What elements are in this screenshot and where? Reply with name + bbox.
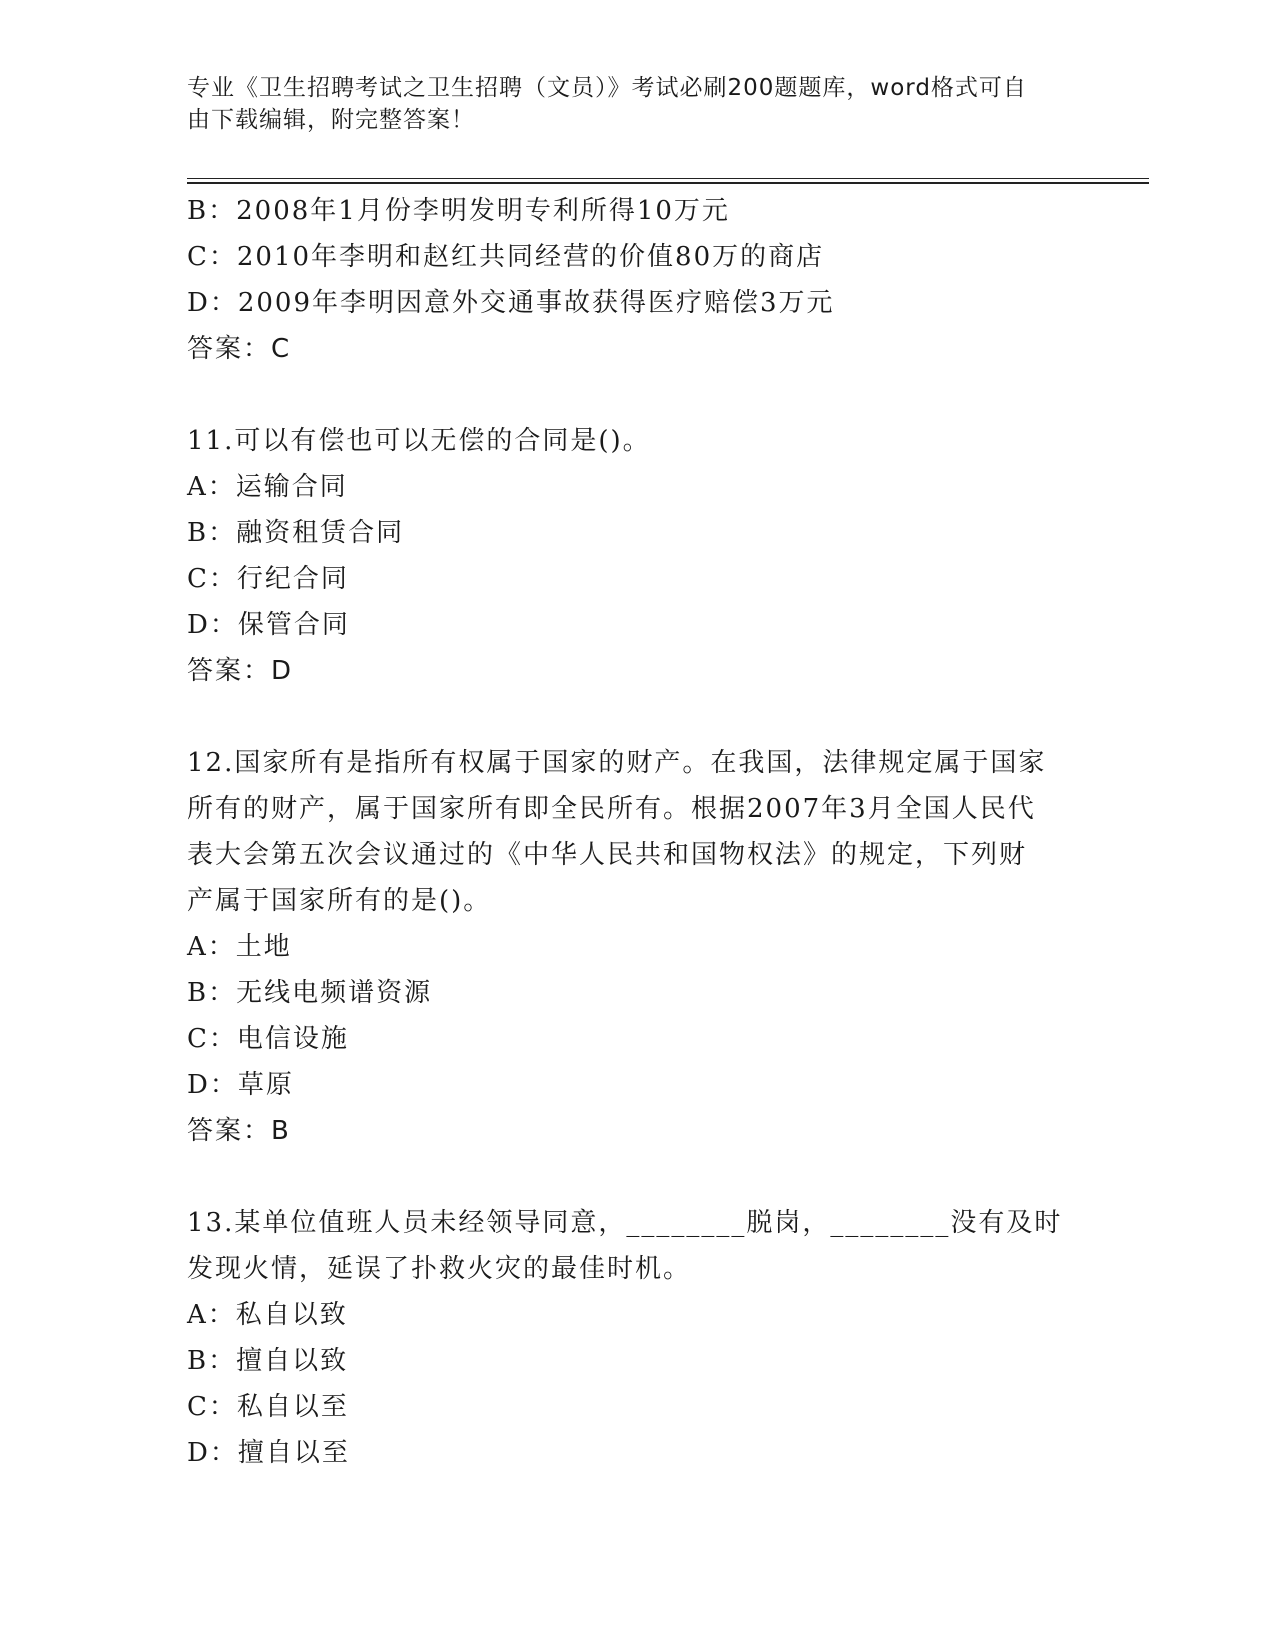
question-10-tail xyxy=(187,188,1067,372)
header-divider-thick xyxy=(187,182,1149,184)
question-stem-line-2: 所有的财产，属于国家所有即全民所有。根据2007年3月全国人民代 xyxy=(187,794,1036,824)
document-body xyxy=(187,188,1067,1476)
option-a: A：私自以致 xyxy=(187,1300,348,1330)
option-a: A：运输合同 xyxy=(187,472,348,502)
option-c: C：2010年李明和赵红共同经营的价值80万的商店 xyxy=(187,242,825,272)
question-12 xyxy=(187,740,1067,1154)
answer-label: 答案：B xyxy=(187,1116,291,1146)
option-b: B：擅自以致 xyxy=(187,1346,349,1376)
question-stem-line-3: 表大会第五次会议通过的《中华人民共和国物权法》的规定，下列财 xyxy=(187,840,1028,870)
option-d: D：2009年李明因意外交通事故获得医疗赔偿3万元 xyxy=(187,288,835,318)
option-d: D：保管合同 xyxy=(187,610,350,640)
question-stem-line-4: 产属于国家所有的是()。 xyxy=(187,886,492,916)
option-c: C：电信设施 xyxy=(187,1024,349,1054)
document-header xyxy=(187,72,1067,136)
question-11 xyxy=(187,418,1067,694)
header-line-1: 专业《卫生招聘考试之卫生招聘（文员）》考试必刷200题题库，word格式可自 xyxy=(187,75,1027,101)
header-line-2: 由下载编辑，附完整答案！ xyxy=(187,107,475,133)
option-b: B：无线电频谱资源 xyxy=(187,978,433,1008)
option-d: D：擅自以至 xyxy=(187,1438,350,1468)
option-b: B：融资租赁合同 xyxy=(187,518,405,548)
option-d: D：草原 xyxy=(187,1070,294,1100)
question-stem-line-2: 发现火情，延误了扑救火灾的最佳时机。 xyxy=(187,1254,692,1284)
answer-label: 答案：D xyxy=(187,656,294,686)
option-c: C：私自以至 xyxy=(187,1392,349,1422)
question-stem-line-1: 13.某单位值班人员未经领导同意，________脱岗，________没有及时 xyxy=(187,1208,1063,1238)
option-a: A：土地 xyxy=(187,932,292,962)
option-c: C：行纪合同 xyxy=(187,564,349,594)
spacer xyxy=(187,694,1067,740)
question-stem-line-1: 12.国家所有是指所有权属于国家的财产。在我国，法律规定属于国家 xyxy=(187,748,1047,778)
header-divider-thin xyxy=(187,178,1149,179)
question-stem: 11.可以有偿也可以无偿的合同是()。 xyxy=(187,426,651,456)
answer-label: 答案：C xyxy=(187,334,292,364)
question-13 xyxy=(187,1200,1067,1476)
spacer xyxy=(187,1154,1067,1200)
option-b: B：2008年1月份李明发明专利所得10万元 xyxy=(187,196,730,226)
spacer xyxy=(187,372,1067,418)
